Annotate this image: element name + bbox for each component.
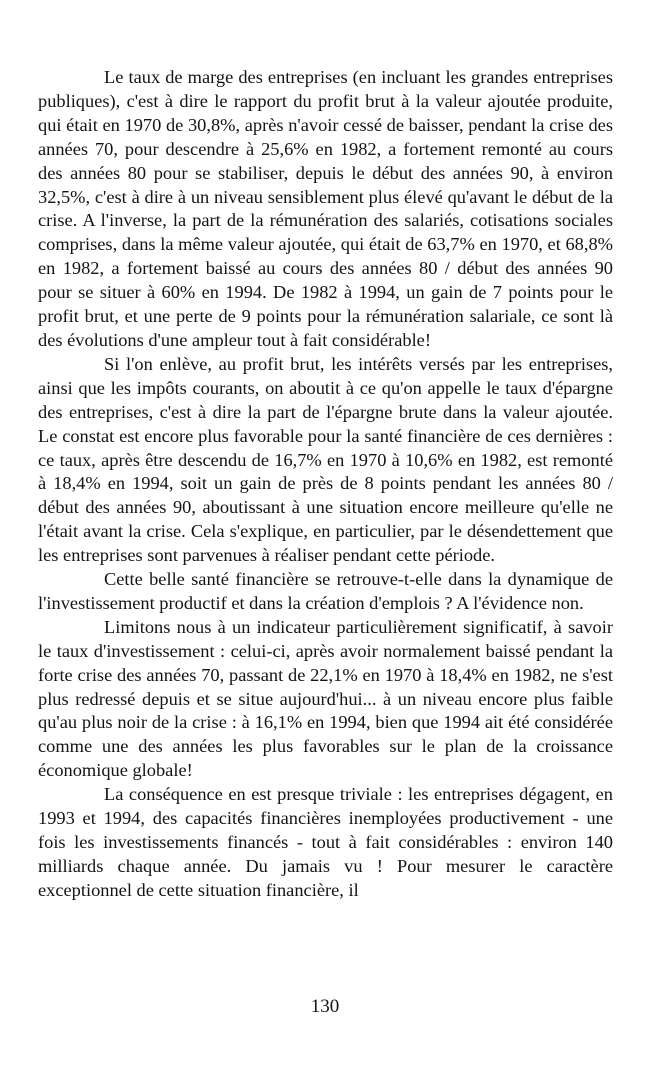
- paragraph-consequence: La conséquence en est presque triviale : les entreprises dégagent, en 1993 et 1994, des capacités financières inemployées productivement - une fois les investissements financés - tout à fait considérables : environ 140 milliards chaque année. Du jamais vu ! Pour mesurer le caractère exceptionnel de cette situation financière, il: [38, 784, 613, 900]
- paragraph-financial-health-question: Cette belle santé financière se retrouve-t-elle dans la dynamique de l'investissement productif et dans la création d'emplois ? A l'évidence non.: [38, 569, 613, 613]
- page-body: [38, 66, 613, 903]
- page-number: 130: [310, 996, 340, 1017]
- paragraph-profit-margin: Le taux de marge des entreprises (en incluant les grandes entreprises publiques), c'est à dire le rapport du profit brut à la valeur ajoutée produite, qui était en 1970 de 30,8%, après n'avoir cessé de baisser, pendant la crise des années 70, pour descendre à 25,6% en 1982, a fortement remonté au cours des années 80 pour se stabiliser, depuis le début des années 90, à environ 32,5%, c'est à dire à un niveau sensiblement plus élevé qu'avant le début de la crise. A l'inverse, la part de la rémunération des salariés, cotisations sociales comprises, dans la même valeur ajoutée, qui était de 63,7% en 1970, et 68,8% en 1982, a fortement baissé au cours des années 80 / début des années 90 pour se situer à 60% en 1994. De 1982 à 1994, un gain de 7 points pour le profit brut, et une perte de 9 points pour la rémunération salariale, ce sont là des évolutions d'une ampleur tout à fait considérable!: [38, 67, 613, 350]
- paragraph-savings-rate: Si l'on enlève, au profit brut, les intérêts versés par les entreprises, ainsi que les impôts courants, on aboutit à ce qu'on appelle le taux d'épargne des entreprises, c'est à dire la part de l'épargne brute dans la valeur ajoutée. Le constat est encore plus favorable pour la santé financière de ces dernières : ce taux, après être descendu de 16,7% en 1970 à 10,6% en 1982, est remonté à 18,4% en 1994, soit un gain de près de 8 points pendant les années 80 / début des années 90, aboutissant à une situation encore meilleure qu'elle ne l'était avant la crise. Cela s'explique, en particulier, par le désendettement que les entreprises sont parvenues à réaliser pendant cette période.: [38, 353, 613, 566]
- paragraph-investment-rate: Limitons nous à un indicateur particulièrement significatif, à savoir le taux d'investissement : celui-ci, après avoir normalement baissé pendant la forte crise des années 70, passant de 22,1% en 1970 à 18,4% en 1982, ne s'est plus redressé depuis et se situe aujourd'hui... à un niveau encore plus faible qu'au plus noir de la crise : à 16,1% en 1994, bien que 1994 ait été considérée comme une des années les plus favorables sur le plan de la croissance économique globale!: [38, 616, 613, 781]
